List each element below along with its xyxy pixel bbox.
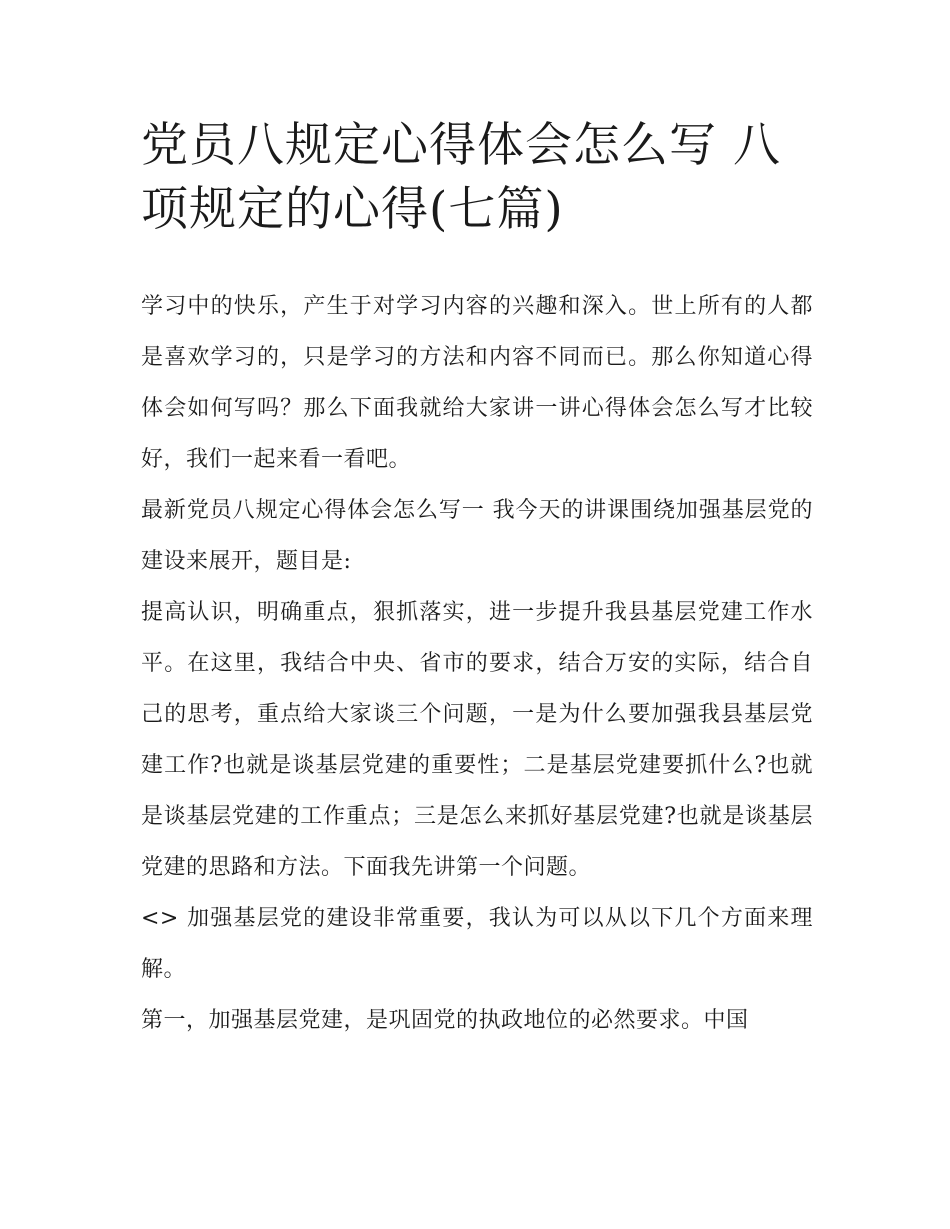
paragraph-three-questions: 提高认识，明确重点，狠抓落实，进一步提升我县基层党建工作水平。在这里，我结合中央、省市的要求，结合万安的实际，结合自己的思考，重点给大家谈三个问题，一是为什么要加强我县基层党建工作?也就是谈基层党建的重要性；二是基层党建要抓什么?也就是谈基层党建的工作重点；三是怎么来抓好基层党建?也就是谈基层党建的思路和方法。下面我先讲第一个问题。: [141, 600, 813, 880]
paragraph-lecture-topic: 最新党员八规定心得体会怎么写一 我今天的讲课围绕加强基层党的建设来展开，题目是:: [141, 498, 813, 574]
document-title: 党员八规定心得体会怎么写 八项规定的心得(七篇): [141, 118, 781, 237]
paragraph-importance: <> 加强基层党的建设非常重要，我认为可以从以下几个方面来理解。: [141, 906, 813, 982]
document-body: [141, 281, 813, 1046]
paragraph-first-point: 第一，加强基层党建，是巩固党的执政地位的必然要求。中国: [141, 1008, 749, 1033]
paragraph-intro: 学习中的快乐，产生于对学习内容的兴趣和深入。世上所有的人都是喜欢学习的，只是学习的方法和内容不同而已。那么你知道心得体会如何写吗？那么下面我就给大家讲一讲心得体会怎么写才比较好，我们一起来看一看吧。: [141, 294, 813, 472]
